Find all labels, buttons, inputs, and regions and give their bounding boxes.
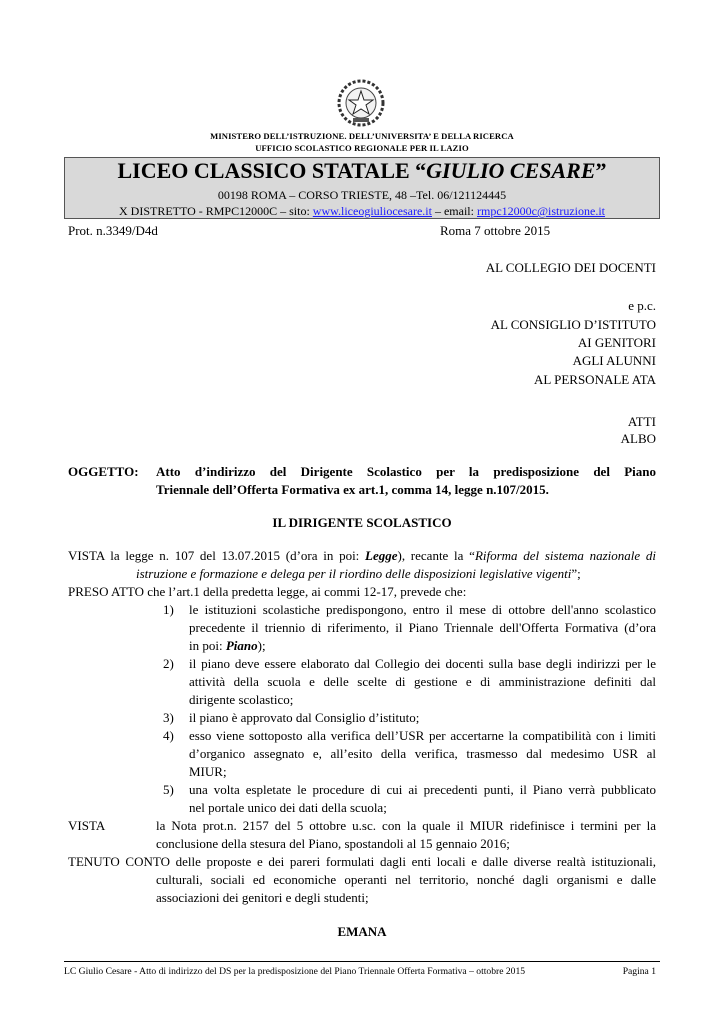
list-item: il piano è approvato dal Consiglio d’istituto; [189,710,420,725]
ministry-line-1: MINISTERO DELL’ISTRUZIONE. DELL’UNIVERSITA’ E DELLA RICERCA [210,131,514,141]
vista-law-line-2: istruzione e formazione e delega per il riordino delle disposizioni legislative vigenti”; [136,566,581,581]
list-item: le istituzioni scolastiche predispongono, entro il mese di ottobre dell'anno scolastico [189,602,656,617]
page-number: Pagina 1 [622,966,656,977]
list-item: dirigente scolastico; [189,692,294,707]
list-item-number: 4) [163,728,174,743]
recipient-atti: ATTI [627,414,656,429]
subject-line-1: Atto d’indirizzo del Dirigente Scolastico per la predisposizione del Piano [156,464,656,479]
footer-divider [64,961,660,962]
school-name: LICEO CLASSICO STATALE “GIULIO CESARE” [117,158,607,183]
recipient-cc: AGLI ALUNNI [572,353,656,368]
list-item: il piano deve essere elaborato dal Collegio dei docenti sulla base degli indirizzi per le [189,656,656,671]
list-item: in poi: Piano); [189,638,266,653]
list-item-number: 1) [163,602,174,617]
list-item: MIUR; [189,764,227,779]
subject-label: OGGETTO: [68,464,139,479]
page-footer [64,966,660,977]
recipient-cc: AI GENITORI [577,335,656,350]
vista-nota-line-1: la Nota prot.n. 2157 del 5 ottobre u.sc. con la quale il MIUR ridefinisce i termini per la [156,818,656,833]
list-item: d’organico assegnato e, all’esito della verifica, trasmesso dal medesimo USR al [189,746,656,761]
list-item-number: 5) [163,782,174,797]
subject-line-2: Triennale dell’Offerta Formativa ex art.1, comma 14, legge n.107/2015. [156,482,549,497]
school-contacts: X DISTRETTO - RMPC12000C – sito: www.liceogiuliocesare.it – email: rmpc12000c@istruzione.it [118,204,606,218]
document-date: Roma 7 ottobre 2015 [440,223,551,238]
tenuto-conto-line-3: associazioni dei genitori e degli studenti; [156,890,369,905]
list-item: esso viene sottoposto alla verifica dell’USR per accertarne la compatibilità con i limiti [189,728,656,743]
cc-label: e p.c. [628,298,656,313]
recipient-main: AL COLLEGIO DEI DOCENTI [485,260,656,275]
recipient-albo: ALBO [620,431,656,446]
list-item-number: 3) [163,710,174,725]
recipient-cc: AL PERSONALE ATA [534,372,656,387]
school-address: 00198 ROMA – CORSO TRIESTE, 48 –Tel. 06/121124445 [217,188,507,202]
tenuto-conto-line-2: culturali, sociali ed economiche operanti nel territorio, nonché dagli organismi e dalle [156,872,656,887]
protocol-number: Prot. n.3349/D4d [68,223,158,238]
list-item: precedente il triennio di riferimento, il Piano Triennale dell'Offerta Formativa (d’ora [189,620,656,635]
republic-emblem-icon [336,78,386,128]
section-heading: IL DIRIGENTE SCOLASTICO [272,515,452,530]
vista-law-line-1: VISTA la legge n. 107 del 13.07.2015 (d’ora in poi: Legge), recante la “Riforma del sistema nazionale di [68,548,656,563]
list-item: una volta espletate le procedure di cui ai precedenti punti, il Piano verrà pubblicato [189,782,656,797]
list-item: attività della scuola e delle scelte di gestione e di amministrazione definiti dal [189,674,656,689]
website-link[interactable]: www.liceogiuliocesare.it [312,204,432,218]
preso-atto: PRESO ATTO che l’art.1 della predetta legge, ai commi 12-17, prevede che: [68,584,467,599]
vista-nota-label: VISTA [68,818,106,833]
recipient-cc: AL CONSIGLIO D’ISTITUTO [490,317,656,332]
tenuto-conto-line-1: TENUTO CONTO delle proposte e dei pareri formulati dagli enti locali e dalle diverse realtà istituzionali, [68,854,656,869]
list-item-number: 2) [163,656,174,671]
vista-nota-line-2: conclusione della stesura del Piano, spostandoli al 15 gennaio 2016; [156,836,510,851]
footer-text: LC Giulio Cesare - Atto di indirizzo del DS per la predisposizione del Piano Triennale Offerta Formativa – ottobre 2015 [64,966,526,977]
email-link[interactable]: rmpc12000c@istruzione.it [476,204,606,218]
emana-heading: EMANA [337,924,387,939]
ministry-line-2: UFFICIO SCOLASTICO REGIONALE PER IL LAZIO [255,143,469,153]
list-item: nel portale unico dei dati della scuola; [189,800,387,815]
